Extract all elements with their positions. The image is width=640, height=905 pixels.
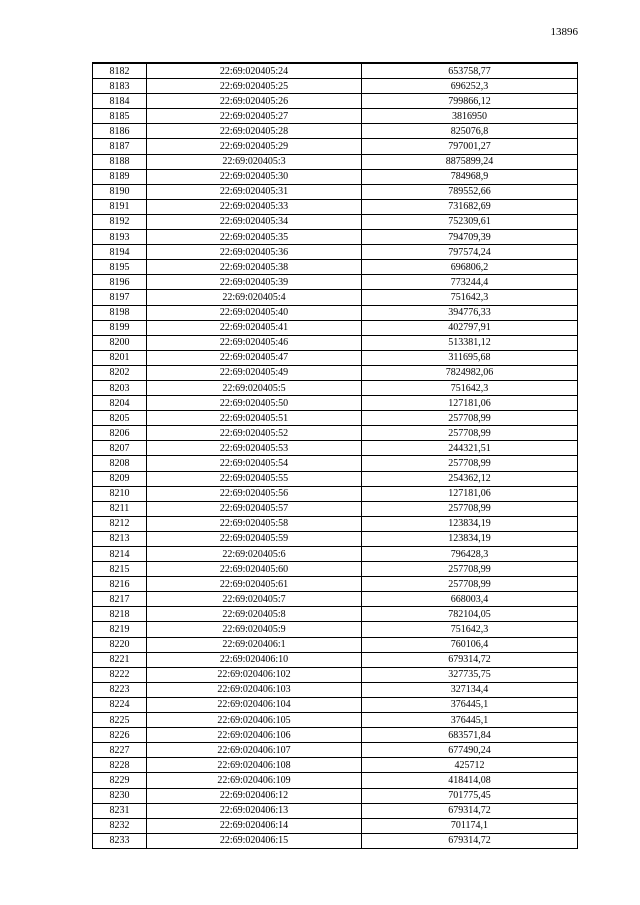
cadastral-value-cell: 668003,4 xyxy=(362,592,578,607)
cadastral-value-cell: 7824982,06 xyxy=(362,365,578,380)
cadastral-number-cell: 22:69:020405:30 xyxy=(147,169,362,184)
cadastral-value-cell: 751642,3 xyxy=(362,290,578,305)
cadastral-value-cell: 8875899,24 xyxy=(362,154,578,169)
table-row xyxy=(93,63,578,79)
table-row xyxy=(93,260,578,275)
row-number-cell: 8223 xyxy=(93,682,147,697)
row-number-cell: 8222 xyxy=(93,667,147,682)
table-row xyxy=(93,667,578,682)
cadastral-number-cell: 22:69:020405:35 xyxy=(147,230,362,245)
table-row xyxy=(93,305,578,320)
row-number-cell: 8201 xyxy=(93,350,147,365)
cadastral-value-cell: 123834,19 xyxy=(362,516,578,531)
row-number-cell: 8205 xyxy=(93,411,147,426)
table-row xyxy=(93,562,578,577)
table-row xyxy=(93,728,578,743)
cadastral-value-cell: 257708,99 xyxy=(362,426,578,441)
table-row xyxy=(93,637,578,652)
cadastral-value-cell: 402797,91 xyxy=(362,320,578,335)
row-number-cell: 8187 xyxy=(93,139,147,154)
table-body xyxy=(93,63,578,848)
row-number-cell: 8212 xyxy=(93,516,147,531)
table-row xyxy=(93,713,578,728)
cadastral-number-cell: 22:69:020405:6 xyxy=(147,547,362,562)
cadastral-value-cell: 257708,99 xyxy=(362,577,578,592)
table-row xyxy=(93,320,578,335)
table-row xyxy=(93,380,578,395)
table-row xyxy=(93,547,578,562)
row-number-cell: 8198 xyxy=(93,305,147,320)
cadastral-value-cell: 254362,12 xyxy=(362,471,578,486)
cadastral-value-cell: 327134,4 xyxy=(362,682,578,697)
row-number-cell: 8209 xyxy=(93,471,147,486)
cadastral-value-cell: 796428,3 xyxy=(362,547,578,562)
table-row xyxy=(93,607,578,622)
cadastral-number-cell: 22:69:020405:38 xyxy=(147,260,362,275)
cadastral-number-cell: 22:69:020405:46 xyxy=(147,335,362,350)
cadastral-number-cell: 22:69:020405:55 xyxy=(147,471,362,486)
cadastral-number-cell: 22:69:020405:4 xyxy=(147,290,362,305)
cadastral-number-cell: 22:69:020406:105 xyxy=(147,713,362,728)
cadastral-number-cell: 22:69:020405:49 xyxy=(147,365,362,380)
row-number-cell: 8213 xyxy=(93,531,147,546)
table-row xyxy=(93,245,578,260)
table-row xyxy=(93,411,578,426)
table-row xyxy=(93,214,578,229)
cadastral-number-cell: 22:69:020406:109 xyxy=(147,773,362,788)
row-number-cell: 8199 xyxy=(93,320,147,335)
table-row xyxy=(93,184,578,199)
cadastral-number-cell: 22:69:020406:15 xyxy=(147,833,362,848)
cadastral-number-cell: 22:69:020405:53 xyxy=(147,441,362,456)
row-number-cell: 8233 xyxy=(93,833,147,848)
table-row xyxy=(93,199,578,214)
cadastral-number-cell: 22:69:020405:24 xyxy=(147,63,362,79)
cadastral-number-cell: 22:69:020406:10 xyxy=(147,652,362,667)
cadastral-value-cell: 123834,19 xyxy=(362,531,578,546)
cadastral-number-cell: 22:69:020405:41 xyxy=(147,320,362,335)
cadastral-number-cell: 22:69:020405:28 xyxy=(147,124,362,139)
table-row xyxy=(93,592,578,607)
cadastral-number-cell: 22:69:020405:36 xyxy=(147,245,362,260)
cadastral-number-cell: 22:69:020405:56 xyxy=(147,486,362,501)
cadastral-value-cell: 127181,06 xyxy=(362,396,578,411)
row-number-cell: 8219 xyxy=(93,622,147,637)
cadastral-value-cell: 794709,39 xyxy=(362,230,578,245)
cadastral-number-cell: 22:69:020405:52 xyxy=(147,426,362,441)
table-row xyxy=(93,577,578,592)
cadastral-value-cell: 679314,72 xyxy=(362,652,578,667)
cadastral-number-cell: 22:69:020406:14 xyxy=(147,818,362,833)
table-row xyxy=(93,652,578,667)
cadastral-number-cell: 22:69:020405:59 xyxy=(147,531,362,546)
cadastral-value-cell: 513381,12 xyxy=(362,335,578,350)
cadastral-value-cell: 784968,9 xyxy=(362,169,578,184)
cadastral-value-cell: 701174,1 xyxy=(362,818,578,833)
cadastral-number-cell: 22:69:020406:103 xyxy=(147,682,362,697)
cadastral-value-cell: 799866,12 xyxy=(362,94,578,109)
cadastral-number-cell: 22:69:020406:12 xyxy=(147,788,362,803)
table-row xyxy=(93,833,578,848)
row-number-cell: 8224 xyxy=(93,697,147,712)
cadastral-value-cell: 797574,24 xyxy=(362,245,578,260)
cadastral-value-cell: 425712 xyxy=(362,758,578,773)
row-number-cell: 8210 xyxy=(93,486,147,501)
cadastral-value-cell: 677490,24 xyxy=(362,743,578,758)
row-number-cell: 8214 xyxy=(93,547,147,562)
table-row xyxy=(93,365,578,380)
cadastral-value-cell: 731682,69 xyxy=(362,199,578,214)
row-number-cell: 8192 xyxy=(93,214,147,229)
row-number-cell: 8227 xyxy=(93,743,147,758)
table-row xyxy=(93,531,578,546)
table-row xyxy=(93,682,578,697)
table-row xyxy=(93,94,578,109)
row-number-cell: 8230 xyxy=(93,788,147,803)
cadastral-number-cell: 22:69:020406:1 xyxy=(147,637,362,652)
table-row xyxy=(93,456,578,471)
cadastral-value-cell: 679314,72 xyxy=(362,803,578,818)
table-row xyxy=(93,803,578,818)
table-row xyxy=(93,486,578,501)
cadastral-value-cell: 825076,8 xyxy=(362,124,578,139)
cadastral-value-cell: 3816950 xyxy=(362,109,578,124)
table-row xyxy=(93,773,578,788)
cadastral-number-cell: 22:69:020405:47 xyxy=(147,350,362,365)
cadastral-number-cell: 22:69:020405:40 xyxy=(147,305,362,320)
row-number-cell: 8218 xyxy=(93,607,147,622)
row-number-cell: 8191 xyxy=(93,199,147,214)
table-row xyxy=(93,743,578,758)
cadastral-value-cell: 789552,66 xyxy=(362,184,578,199)
cadastral-value-cell: 751642,3 xyxy=(362,622,578,637)
row-number-cell: 8193 xyxy=(93,230,147,245)
cadastral-number-cell: 22:69:020405:54 xyxy=(147,456,362,471)
cadastral-value-cell: 257708,99 xyxy=(362,456,578,471)
cadastral-number-cell: 22:69:020405:60 xyxy=(147,562,362,577)
row-number-cell: 8207 xyxy=(93,441,147,456)
row-number-cell: 8185 xyxy=(93,109,147,124)
cadastral-value-cell: 679314,72 xyxy=(362,833,578,848)
row-number-cell: 8184 xyxy=(93,94,147,109)
table-row xyxy=(93,697,578,712)
cadastral-number-cell: 22:69:020405:34 xyxy=(147,214,362,229)
table-row xyxy=(93,758,578,773)
table-row xyxy=(93,139,578,154)
row-number-cell: 8197 xyxy=(93,290,147,305)
table-row xyxy=(93,622,578,637)
row-number-cell: 8232 xyxy=(93,818,147,833)
row-number-cell: 8221 xyxy=(93,652,147,667)
table-row xyxy=(93,335,578,350)
table-row xyxy=(93,350,578,365)
cadastral-value-cell: 751642,3 xyxy=(362,380,578,395)
row-number-cell: 8231 xyxy=(93,803,147,818)
row-number-cell: 8190 xyxy=(93,184,147,199)
row-number-cell: 8183 xyxy=(93,79,147,94)
cadastral-number-cell: 22:69:020405:51 xyxy=(147,411,362,426)
cadastral-value-cell: 311695,68 xyxy=(362,350,578,365)
table-row xyxy=(93,275,578,290)
row-number-cell: 8194 xyxy=(93,245,147,260)
row-number-cell: 8182 xyxy=(93,63,147,79)
page-number: 13896 xyxy=(550,26,578,38)
table-row xyxy=(93,109,578,124)
cadastral-value-cell: 327735,75 xyxy=(362,667,578,682)
row-number-cell: 8200 xyxy=(93,335,147,350)
cadastral-number-cell: 22:69:020406:104 xyxy=(147,697,362,712)
table-row xyxy=(93,471,578,486)
cadastral-value-cell: 376445,1 xyxy=(362,713,578,728)
table-row xyxy=(93,124,578,139)
row-number-cell: 8217 xyxy=(93,592,147,607)
cadastral-value-cell: 752309,61 xyxy=(362,214,578,229)
cadastral-value-cell: 782104,05 xyxy=(362,607,578,622)
cadastral-number-cell: 22:69:020406:102 xyxy=(147,667,362,682)
cadastral-number-cell: 22:69:020405:25 xyxy=(147,79,362,94)
cadastral-number-cell: 22:69:020405:50 xyxy=(147,396,362,411)
cadastral-value-cell: 257708,99 xyxy=(362,411,578,426)
row-number-cell: 8220 xyxy=(93,637,147,652)
cadastral-number-cell: 22:69:020406:108 xyxy=(147,758,362,773)
row-number-cell: 8225 xyxy=(93,713,147,728)
row-number-cell: 8215 xyxy=(93,562,147,577)
row-number-cell: 8211 xyxy=(93,501,147,516)
cadastral-value-table xyxy=(92,62,578,849)
cadastral-number-cell: 22:69:020405:39 xyxy=(147,275,362,290)
table-row xyxy=(93,441,578,456)
cadastral-value-cell: 696806,2 xyxy=(362,260,578,275)
cadastral-number-cell: 22:69:020405:7 xyxy=(147,592,362,607)
table-row xyxy=(93,230,578,245)
row-number-cell: 8202 xyxy=(93,365,147,380)
cadastral-number-cell: 22:69:020405:3 xyxy=(147,154,362,169)
cadastral-number-cell: 22:69:020405:8 xyxy=(147,607,362,622)
row-number-cell: 8188 xyxy=(93,154,147,169)
cadastral-number-cell: 22:69:020405:27 xyxy=(147,109,362,124)
table-row xyxy=(93,818,578,833)
cadastral-number-cell: 22:69:020405:29 xyxy=(147,139,362,154)
cadastral-value-cell: 653758,77 xyxy=(362,63,578,79)
cadastral-number-cell: 22:69:020405:31 xyxy=(147,184,362,199)
table-row xyxy=(93,169,578,184)
cadastral-number-cell: 22:69:020406:106 xyxy=(147,728,362,743)
cadastral-number-cell: 22:69:020405:57 xyxy=(147,501,362,516)
cadastral-value-cell: 696252,3 xyxy=(362,79,578,94)
cadastral-number-cell: 22:69:020405:5 xyxy=(147,380,362,395)
row-number-cell: 8196 xyxy=(93,275,147,290)
cadastral-number-cell: 22:69:020405:26 xyxy=(147,94,362,109)
row-number-cell: 8226 xyxy=(93,728,147,743)
cadastral-number-cell: 22:69:020406:107 xyxy=(147,743,362,758)
cadastral-value-cell: 760106,4 xyxy=(362,637,578,652)
row-number-cell: 8189 xyxy=(93,169,147,184)
cadastral-value-cell: 394776,33 xyxy=(362,305,578,320)
cadastral-value-cell: 244321,51 xyxy=(362,441,578,456)
table-row xyxy=(93,788,578,803)
cadastral-number-cell: 22:69:020405:9 xyxy=(147,622,362,637)
table-row xyxy=(93,426,578,441)
cadastral-value-cell: 127181,06 xyxy=(362,486,578,501)
row-number-cell: 8206 xyxy=(93,426,147,441)
row-number-cell: 8195 xyxy=(93,260,147,275)
cadastral-value-cell: 773244,4 xyxy=(362,275,578,290)
cadastral-value-cell: 257708,99 xyxy=(362,501,578,516)
table-row xyxy=(93,501,578,516)
row-number-cell: 8186 xyxy=(93,124,147,139)
cadastral-value-cell: 418414,08 xyxy=(362,773,578,788)
row-number-cell: 8228 xyxy=(93,758,147,773)
cadastral-value-cell: 797001,27 xyxy=(362,139,578,154)
cadastral-number-cell: 22:69:020405:33 xyxy=(147,199,362,214)
table-row xyxy=(93,290,578,305)
table-row xyxy=(93,396,578,411)
row-number-cell: 8208 xyxy=(93,456,147,471)
row-number-cell: 8204 xyxy=(93,396,147,411)
row-number-cell: 8229 xyxy=(93,773,147,788)
row-number-cell: 8203 xyxy=(93,380,147,395)
cadastral-value-cell: 701775,45 xyxy=(362,788,578,803)
row-number-cell: 8216 xyxy=(93,577,147,592)
table-row xyxy=(93,154,578,169)
cadastral-value-cell: 376445,1 xyxy=(362,697,578,712)
cadastral-number-cell: 22:69:020406:13 xyxy=(147,803,362,818)
table-row xyxy=(93,79,578,94)
cadastral-number-cell: 22:69:020405:61 xyxy=(147,577,362,592)
cadastral-number-cell: 22:69:020405:58 xyxy=(147,516,362,531)
cadastral-value-cell: 257708,99 xyxy=(362,562,578,577)
table-row xyxy=(93,516,578,531)
cadastral-value-cell: 683571,84 xyxy=(362,728,578,743)
